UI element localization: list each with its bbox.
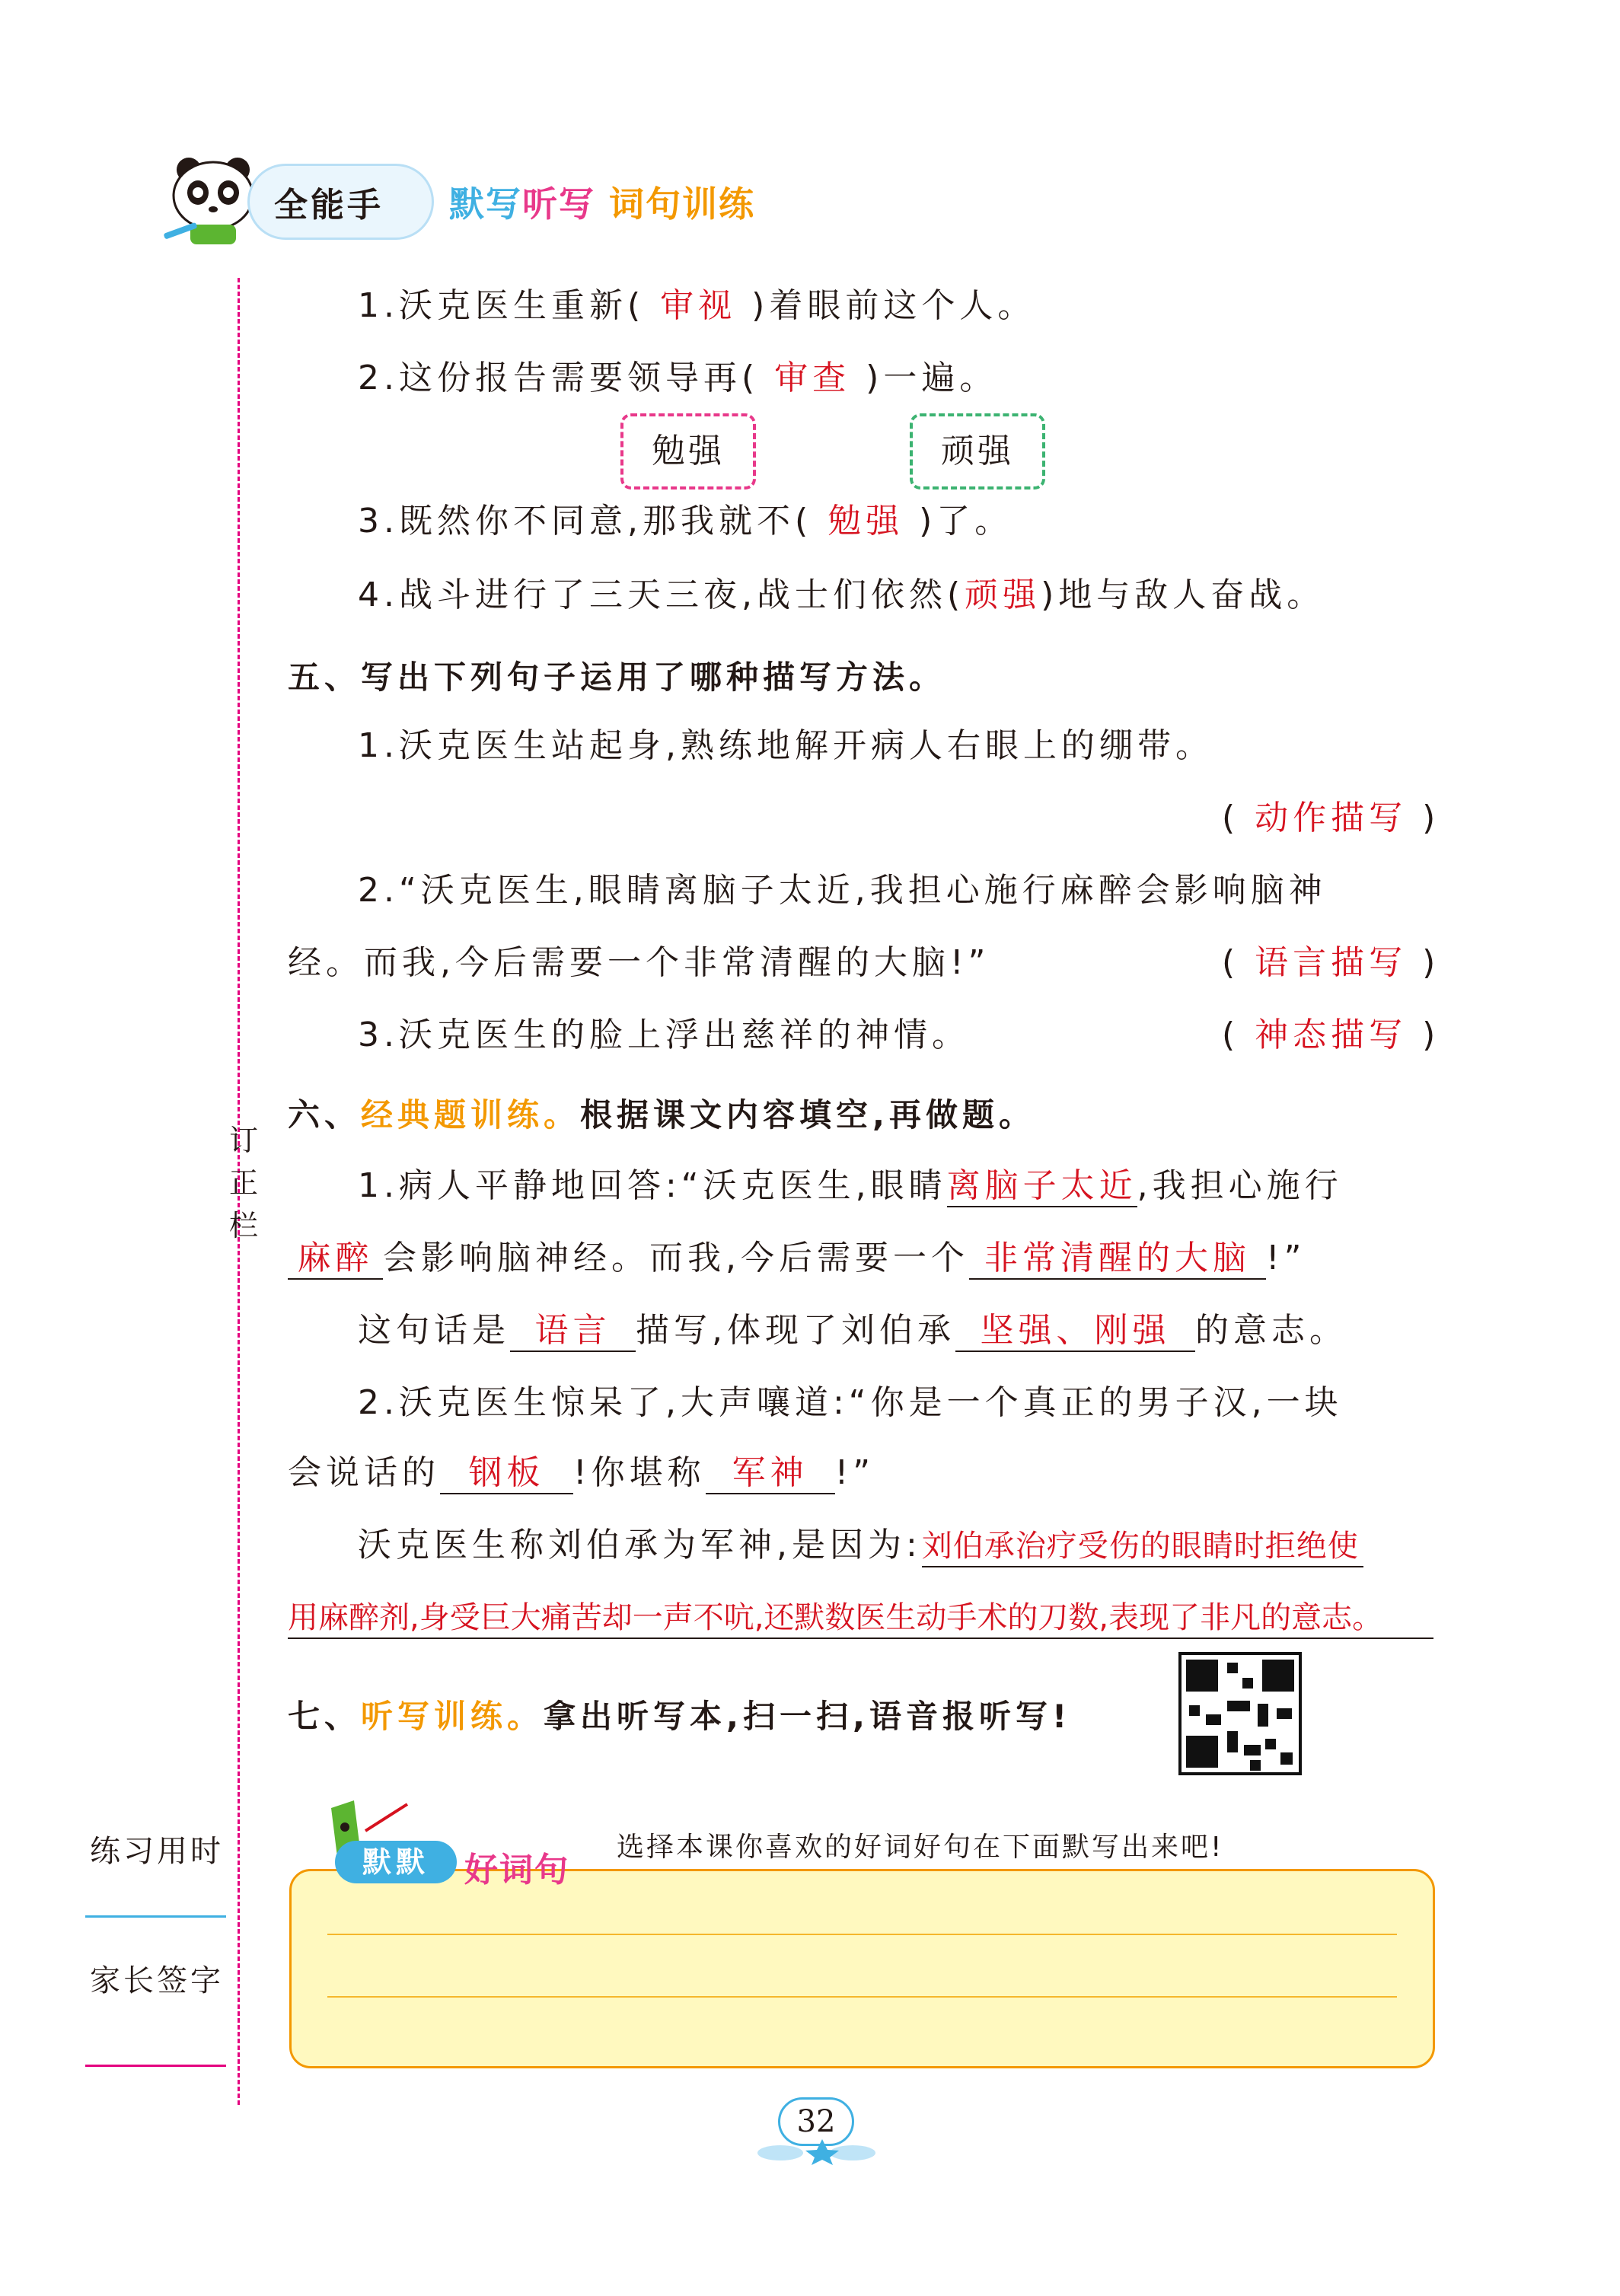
s6-title: 六、经典题训练。根据课文内容填空,再做题。 bbox=[288, 1096, 1035, 1134]
good-words-badge: 默默 bbox=[335, 1841, 457, 1883]
s6-title-highlight: 经典题训练。 bbox=[361, 1096, 581, 1134]
good-words-writing-box[interactable] bbox=[289, 1869, 1435, 2068]
s4-answer-4: 顽强 bbox=[965, 576, 1041, 614]
s6-blank-4: 语言 bbox=[510, 1311, 636, 1352]
practice-time-line bbox=[85, 1915, 226, 1918]
s4-question-3: 3.既然你不同意,那我就不( 勉强 )了。 bbox=[358, 502, 1013, 541]
s5-answer-1: 动作描写 bbox=[1255, 799, 1408, 837]
s5-question-1: 1.沃克医生站起身,熟练地解开病人右眼上的绷带。 bbox=[358, 726, 1213, 765]
s6-line-7 bbox=[288, 1595, 1433, 1641]
s6-line-3: 这句话是 语言 描写,体现了刘伯承 坚强、刚强 的意志。 bbox=[358, 1308, 1347, 1354]
s6-line-4: 2.沃克医生惊呆了,大声嚷道:“你是一个真正的男子汉,一块 bbox=[358, 1383, 1343, 1422]
word-box-1: 勉强 bbox=[620, 413, 756, 489]
s4-question-4: 4.战斗进行了三天三夜,战士们依然(顽强)地与敌人奋战。 bbox=[358, 576, 1325, 614]
s5-title: 五、写出下列句子运用了哪种描写方法。 bbox=[288, 659, 946, 696]
brand-title: 全能手 bbox=[274, 186, 384, 225]
s6-line-6: 沃克医生称刘伯承为军神,是因为:刘伯承治疗受伤的眼睛时拒绝使 bbox=[358, 1523, 1363, 1568]
subtitle-part-2: 听写 bbox=[522, 183, 595, 225]
s5-answer-2-wrap: ( 语言描写 ) bbox=[1222, 943, 1440, 982]
series-subtitle bbox=[449, 177, 755, 227]
s5-answer-1-wrap: ( 动作描写 ) bbox=[1222, 799, 1440, 837]
s6-blank-2: 麻醉 bbox=[288, 1239, 383, 1280]
s4-answer-3: 勉强 bbox=[828, 502, 904, 541]
s4-question-2: 2.这份报告需要领导再( 审查 )一遍。 bbox=[358, 359, 998, 397]
s6-blank-1: 离脑子太近 bbox=[947, 1166, 1137, 1207]
subtitle-part-1: 默写 bbox=[449, 183, 522, 225]
s4-question-1: 1.沃克医生重新( 审视 )着眼前这个人。 bbox=[358, 286, 1036, 325]
s6-line-5: 会说话的 钢板 !你堪称 军神 !” bbox=[288, 1450, 875, 1496]
s6-blank-9: 用麻醉剂,身受巨大痛苦却一声不吭,还默数医生动手术的刀数,表现了非凡的意志。 bbox=[288, 1598, 1433, 1639]
s7-title-highlight: 听写训练。 bbox=[361, 1698, 544, 1735]
practice-time-label: 练习用时 bbox=[90, 1834, 224, 1869]
s6-blank-5: 坚强、刚强 bbox=[955, 1311, 1195, 1352]
good-words-title: 好词句 bbox=[464, 1851, 569, 1889]
s5-question-3: 3.沃克医生的脸上浮出慈祥的神情。 bbox=[358, 1016, 970, 1054]
s4-answer-2: 审查 bbox=[774, 359, 851, 397]
s5-question-2-line-1: 2.“沃克医生,眼睛离脑子太近,我担心施行麻醉会影响脑神 bbox=[358, 871, 1327, 910]
s5-answer-3: 神态描写 bbox=[1255, 1016, 1408, 1054]
s5-answer-3-wrap: ( 神态描写 ) bbox=[1222, 1016, 1440, 1054]
good-words-hint: 选择本课你喜欢的好词好句在下面默写出来吧! bbox=[617, 1832, 1224, 1863]
s7-title: 七、听写训练。拿出听写本,扫一扫,语音报听写! bbox=[288, 1698, 1072, 1735]
s6-blank-6: 钢板 bbox=[440, 1453, 573, 1494]
writing-rule-2 bbox=[327, 1996, 1397, 1998]
s5-answer-2: 语言描写 bbox=[1255, 943, 1408, 982]
page-number: 32 bbox=[778, 2097, 854, 2146]
cloud-star-decoration-icon bbox=[750, 2138, 883, 2165]
word-box-2: 顽强 bbox=[910, 413, 1045, 489]
writing-rule-1 bbox=[327, 1934, 1397, 1935]
s6-blank-3: 非常清醒的大脑 bbox=[969, 1239, 1266, 1280]
subtitle-part-3: 词句训练 bbox=[609, 183, 756, 225]
s4-answer-1: 审视 bbox=[660, 286, 737, 325]
s6-blank-8: 刘伯承治疗受伤的眼睛时拒绝使 bbox=[922, 1526, 1363, 1567]
s6-line-1: 1.病人平静地回答:“沃克医生,眼睛离脑子太近,我担心施行 bbox=[358, 1163, 1343, 1209]
s6-line-2: 麻醉 会影响脑神经。而我,今后需要一个 非常清醒的大脑 !” bbox=[288, 1236, 1306, 1281]
parent-sign-line bbox=[85, 2065, 226, 2067]
correction-column-label: 订正栏 bbox=[228, 1124, 258, 1242]
s6-blank-7: 军神 bbox=[706, 1453, 835, 1494]
qr-code-icon[interactable] bbox=[1178, 1652, 1302, 1775]
parent-sign-label: 家长签字 bbox=[90, 1963, 224, 1998]
s5-question-2-line-2: 经。而我,今后需要一个非常清醒的大脑!” bbox=[288, 943, 990, 982]
